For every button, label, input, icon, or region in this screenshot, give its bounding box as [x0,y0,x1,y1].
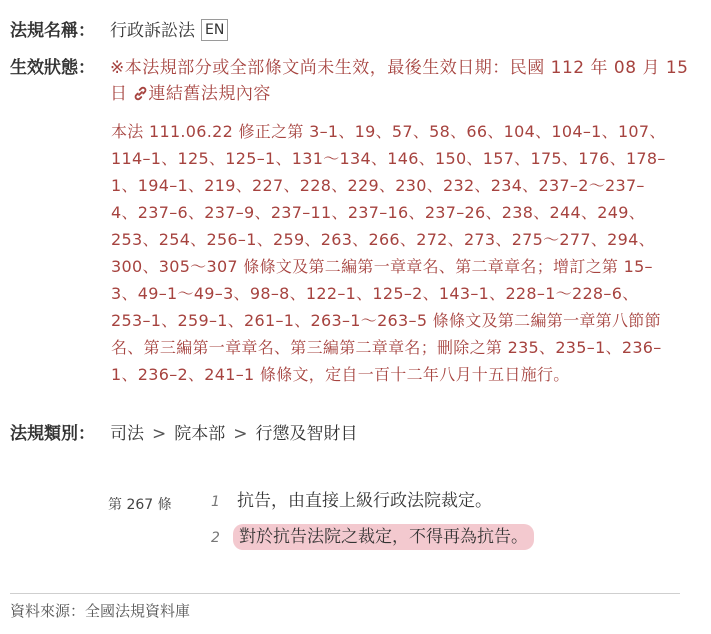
breadcrumb-item-discipline-ip[interactable]: 行懲及智財目 [255,424,358,444]
law-name-row [10,18,699,44]
breadcrumb-separator: > [152,424,167,444]
old-law-link-label: 連結舊法規內容 [148,84,271,104]
footer-divider [10,593,680,594]
paragraph-number: 2 [211,530,220,546]
breadcrumb-separator: > [233,424,248,444]
article-number: 第 267 條 [108,497,172,513]
breadcrumb [110,421,699,447]
category-row [10,421,699,447]
status-row [10,55,699,107]
law-name: 行政訴訟法 [110,21,195,41]
paragraph-2 [211,524,534,551]
paragraph-text: 抗告，由直接上級行政法院裁定。 [237,491,492,511]
breadcrumb-item-judicial[interactable]: 司法 [110,424,144,444]
status-value [110,55,699,107]
paragraph-1 [211,488,492,515]
law-name-label: 法規名稱： [10,21,95,41]
breadcrumb-item-headquarters[interactable]: 院本部 [174,424,226,444]
amendment-note: 本法 111.06.22 修正之第 3–1、19、57、58、66、104、104–1、107、114–1、125、125–1、131～134、146、150、157、175、176、178–1、194–1、219、227、228、229、230、232、234、237–2～237–4、237–6、237–9、237–11、237–16、237–26、238、244、249、253、254、256–1、259、263、266、272、273、275～277、294、300、305～307 條條文及第二編第一章章名、第二章章名；增訂之第 15–3、49–1～49–3、98–8、122–1、125–2、143–1、228–1～228–6、253–1、259–1、261–1、263–1～263–5 條條文及第二編第一章第八節節名、第三編第一章章名、第三編第二章章名；刪除之第 235、235–1、236–1、236–2、241–1 條條文，定自一百十二年八月十五日施行。 [111,122,666,384]
paragraph-number: 1 [211,494,220,510]
status-text: ※本法規部分或全部條文尚未生效，最後生效日期：民國 112 年 08 月 15 日 [110,58,689,104]
old-law-link[interactable] [133,84,271,104]
category-label: 法規類別： [10,424,95,444]
link-icon [133,86,148,101]
data-source: 資料來源：全國法規資料庫 [10,602,191,620]
english-version-button[interactable]: EN [201,19,228,41]
status-label: 生效狀態： [10,58,95,78]
law-name-value [110,18,699,44]
highlighted-paragraph-text: 對於抗告法院之裁定，不得再為抗告。 [233,524,534,550]
